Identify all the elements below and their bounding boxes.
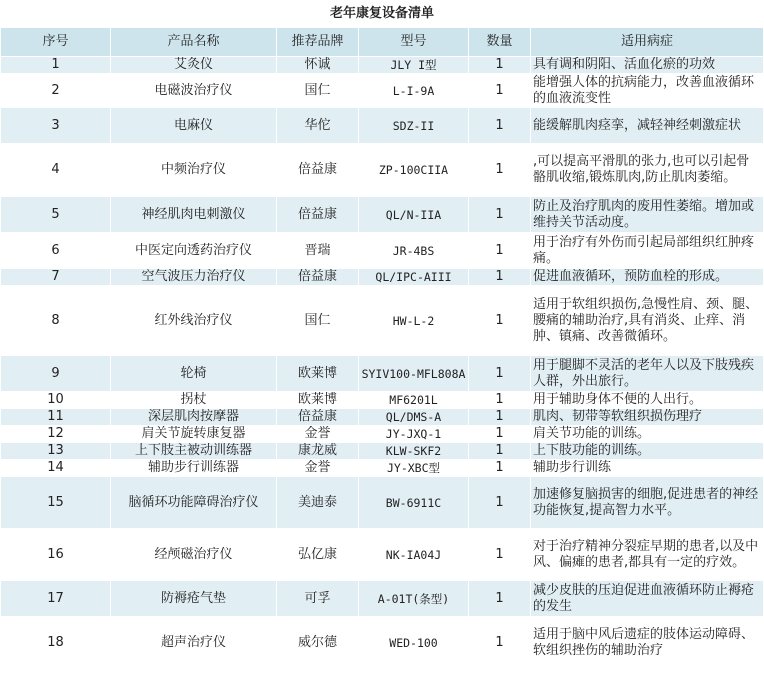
quantity-cell: 1 [469,443,531,460]
indication-cell: 辅助步行训练 [531,460,764,477]
indication-cell: 用于辅助身体不便的人出行。 [531,392,764,409]
indication-cell: ,可以提高平滑肌的张力,也可以引起骨骼肌收缩,锻炼肌肉,防止肌肉萎缩。 [531,144,764,197]
quantity-cell: 1 [469,57,531,74]
index-cell: 17 [1,581,111,617]
indication-cell: 对于治疗精神分裂症早期的患者,以及中风、偏瘫的患者,都具有一定的疗效。 [531,529,764,581]
index-cell: 13 [1,443,111,460]
quantity-cell: 1 [469,477,531,529]
model-cell: QL/N-IIA [359,197,469,233]
indication-cell: 能缓解肌肉痉挛，减轻神经刺激症状 [531,108,764,144]
quantity-cell: 1 [469,460,531,477]
indication-cell: 防止及治疗肌肉的废用性萎缩。增加或维持关节活动度。 [531,197,764,233]
indication-cell: 肩关节功能的训练。 [531,426,764,443]
model-cell: JLY I型 [359,57,469,74]
table-row [1,581,764,617]
table-row [1,460,764,477]
brand-cell: 华佗 [277,108,359,144]
indication-cell: 用于腿脚不灵活的老年人以及下肢残疾人群，外出旅行。 [531,356,764,392]
header-quantity: 数量 [469,28,531,57]
index-cell: 18 [1,617,111,670]
quantity-cell: 1 [469,409,531,426]
model-cell: NK-IA04J [359,529,469,581]
indication-cell: 具有调和阴阳、活血化瘀的功效 [531,57,764,74]
quantity-cell: 1 [469,197,531,233]
index-cell: 11 [1,409,111,426]
index-cell: 8 [1,286,111,356]
header-indication: 适用病症 [531,28,764,57]
brand-cell: 欧莱博 [277,356,359,392]
table-row [1,144,764,197]
quantity-cell: 1 [469,617,531,670]
quantity-cell: 1 [469,233,531,269]
brand-cell: 欧莱博 [277,392,359,409]
product-name-cell: 防褥疮气垫 [111,581,277,617]
index-cell: 5 [1,197,111,233]
brand-cell: 倍益康 [277,144,359,197]
brand-cell: 弘亿康 [277,529,359,581]
header-model: 型号 [359,28,469,57]
table-row [1,409,764,426]
product-name-cell: 超声治疗仪 [111,617,277,670]
product-name-cell: 辅助步行训练器 [111,460,277,477]
index-cell: 10 [1,392,111,409]
table-row [1,286,764,356]
table-row [1,108,764,144]
model-cell: JY-XBC型 [359,460,469,477]
index-cell: 15 [1,477,111,529]
quantity-cell: 1 [469,529,531,581]
header-product-name: 产品名称 [111,28,277,57]
quantity-cell: 1 [469,392,531,409]
indication-cell: 加速修复脑损害的细胞,促进患者的神经功能恢复,提高智力水平。 [531,477,764,529]
model-cell: HW-L-2 [359,286,469,356]
quantity-cell: 1 [469,108,531,144]
brand-cell: 金誉 [277,426,359,443]
index-cell: 6 [1,233,111,269]
product-name-cell: 脑循环功能障碍治疗仪 [111,477,277,529]
quantity-cell: 1 [469,356,531,392]
index-cell: 4 [1,144,111,197]
brand-cell: 倍益康 [277,409,359,426]
indication-cell: 适用于脑中风后遗症的肢体运动障碍、软组织挫伤的辅助治疗 [531,617,764,670]
brand-cell: 威尔德 [277,617,359,670]
table-row [1,269,764,286]
quantity-cell: 1 [469,581,531,617]
table-row [1,356,764,392]
quantity-cell: 1 [469,426,531,443]
model-cell: A-01T(条型) [359,581,469,617]
index-cell: 14 [1,460,111,477]
index-cell: 3 [1,108,111,144]
index-cell: 12 [1,426,111,443]
model-cell: L-I-9A [359,74,469,108]
indication-cell: 适用于软组织损伤,急慢性肩、颈、腿、腰痛的辅助治疗,具有消炎、止痒、消肿、镇痛、改善微循环。 [531,286,764,356]
brand-cell: 国仁 [277,74,359,108]
product-name-cell: 电磁波治疗仪 [111,74,277,108]
table-row [1,74,764,108]
table-row [1,392,764,409]
brand-cell: 怀诚 [277,57,359,74]
header-index: 序号 [1,28,111,57]
model-cell: WED-100 [359,617,469,670]
model-cell: SYIV100-MFL808A [359,356,469,392]
table-row [1,197,764,233]
table-row [1,529,764,581]
model-cell: KLW-SKF2 [359,443,469,460]
product-name-cell: 空气波压力治疗仪 [111,269,277,286]
brand-cell: 倍益康 [277,197,359,233]
table-title: 老年康复设备清单 [1,1,764,28]
table-row [1,617,764,670]
brand-cell: 可孚 [277,581,359,617]
quantity-cell: 1 [469,74,531,108]
product-name-cell: 肩关节旋转康复器 [111,426,277,443]
brand-cell: 倍益康 [277,269,359,286]
brand-cell: 金誉 [277,460,359,477]
indication-cell: 减少皮肤的压迫促进血液循环防止褥疮的发生 [531,581,764,617]
table-row [1,477,764,529]
product-name-cell: 艾灸仪 [111,57,277,74]
product-name-cell: 中医定向透药治疗仪 [111,233,277,269]
index-cell: 7 [1,269,111,286]
model-cell: QL/DMS-A [359,409,469,426]
product-name-cell: 电麻仪 [111,108,277,144]
model-cell: JR-4BS [359,233,469,269]
indication-cell: 促进血液循环，预防血栓的形成。 [531,269,764,286]
quantity-cell: 1 [469,269,531,286]
header-row [1,28,764,57]
model-cell: SDZ-II [359,108,469,144]
brand-cell: 康龙威 [277,443,359,460]
table-row [1,443,764,460]
product-name-cell: 轮椅 [111,356,277,392]
table-row [1,57,764,74]
header-brand: 推荐品牌 [277,28,359,57]
quantity-cell: 1 [469,144,531,197]
index-cell: 16 [1,529,111,581]
model-cell: BW-6911C [359,477,469,529]
model-cell: JY-JXQ-1 [359,426,469,443]
index-cell: 1 [1,57,111,74]
indication-cell: 肌肉、韧带等软组织损伤理疗 [531,409,764,426]
indication-cell: 用于治疗有外伤而引起局部组织红肿疼痛。 [531,233,764,269]
product-name-cell: 经颅磁治疗仪 [111,529,277,581]
product-name-cell: 拐杖 [111,392,277,409]
quantity-cell: 1 [469,286,531,356]
product-name-cell: 中频治疗仪 [111,144,277,197]
indication-cell: 上下肢功能的训练。 [531,443,764,460]
brand-cell: 美迪泰 [277,477,359,529]
product-name-cell: 深层肌肉按摩器 [111,409,277,426]
brand-cell: 国仁 [277,286,359,356]
product-name-cell: 神经肌肉电刺激仪 [111,197,277,233]
table-row [1,233,764,269]
brand-cell: 晋瑞 [277,233,359,269]
model-cell: MF6201L [359,392,469,409]
index-cell: 2 [1,74,111,108]
model-cell: ZP-100CIIA [359,144,469,197]
product-name-cell: 上下肢主被动训练器 [111,443,277,460]
model-cell: QL/IPC-AIII [359,269,469,286]
product-name-cell: 红外线治疗仪 [111,286,277,356]
indication-cell: 能增强人体的抗病能力，改善血液循环的血液流变性 [531,74,764,108]
index-cell: 9 [1,356,111,392]
table-row [1,426,764,443]
